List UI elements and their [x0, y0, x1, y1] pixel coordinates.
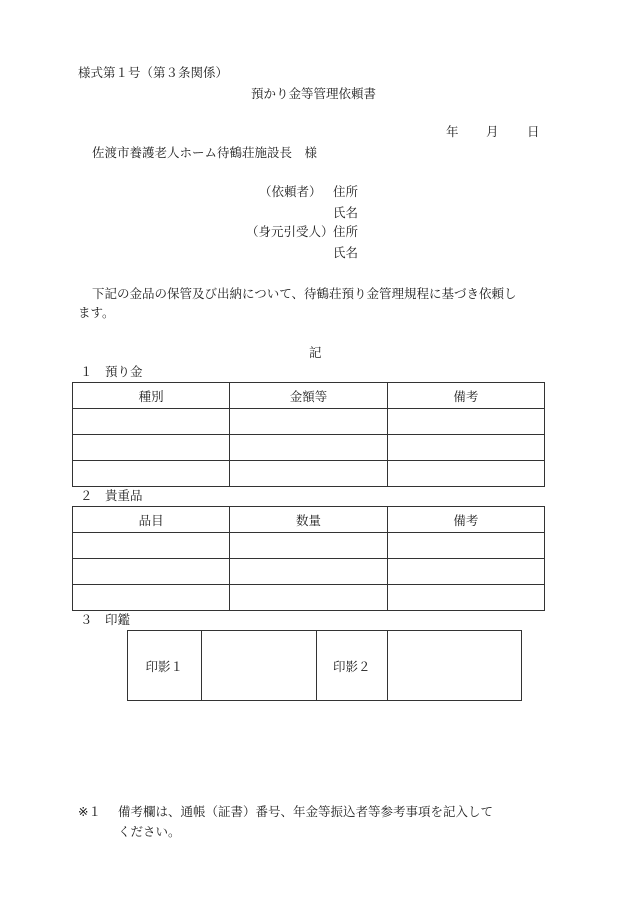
header-item: 品目 [73, 507, 230, 533]
date-month: 月 [486, 124, 499, 139]
table-cell[interactable] [230, 533, 387, 559]
valuables-table [72, 506, 545, 611]
table-cell[interactable] [387, 435, 544, 461]
table-cell[interactable] [387, 585, 544, 611]
ki-heading: 記 [309, 345, 322, 360]
table-cell[interactable] [230, 409, 387, 435]
addressee: 佐渡市養護老人ホーム待鶴荘施設長 様 [92, 145, 318, 160]
table-cell[interactable] [387, 533, 544, 559]
guarantor-name-label: 氏名 [333, 245, 359, 260]
table-row [73, 461, 545, 487]
table-cell[interactable] [230, 435, 387, 461]
header-remarks: 備考 [387, 507, 544, 533]
header-type: 種別 [73, 383, 230, 409]
requester-address-label: 住所 [333, 184, 359, 199]
header-quantity: 数量 [230, 507, 387, 533]
header-remarks: 備考 [387, 383, 544, 409]
seal-impression-box-2[interactable] [388, 631, 522, 701]
requester-label: （依頼者） [259, 184, 322, 199]
header-amount: 金額等 [230, 383, 387, 409]
guarantor-label: （身元引受人） [246, 224, 334, 239]
date-year: 年 [446, 124, 459, 139]
table-cell[interactable] [230, 461, 387, 487]
table-row [73, 409, 545, 435]
section-valuables-heading: ２ 貴重品 [80, 488, 143, 503]
guarantor-address-label: 住所 [333, 224, 359, 239]
seal-label-1: 印影１ [128, 631, 202, 701]
table-row [73, 435, 545, 461]
date-day: 日 [527, 124, 540, 139]
table-cell[interactable] [73, 461, 230, 487]
section-deposit-heading: １ 預り金 [80, 364, 143, 379]
seal-table [127, 630, 522, 701]
table-row [73, 559, 545, 585]
table-cell[interactable] [73, 435, 230, 461]
table-cell[interactable] [387, 461, 544, 487]
requester-name-label: 氏名 [333, 205, 359, 220]
document-title: 預かり金等管理依頼書 [251, 86, 377, 101]
table-cell[interactable] [230, 559, 387, 585]
table-row [73, 585, 545, 611]
body-text-line2: ます。 [78, 305, 115, 320]
table-header-row [73, 383, 545, 409]
table-cell[interactable] [73, 559, 230, 585]
seal-label-2: 印影２ [316, 631, 388, 701]
table-cell[interactable] [387, 559, 544, 585]
table-cell[interactable] [73, 533, 230, 559]
table-row [128, 631, 522, 701]
note-line1: 備考欄は、通帳（証書）番号、年金等振込者等参考事項を記入して [118, 804, 494, 819]
deposit-table [72, 382, 545, 487]
table-header-row [73, 507, 545, 533]
note-line2: ください。 [118, 824, 181, 839]
section-seal-heading: ３ 印鑑 [80, 612, 131, 627]
table-cell[interactable] [230, 585, 387, 611]
table-cell[interactable] [73, 409, 230, 435]
table-row [73, 533, 545, 559]
form-number: 様式第１号（第３条関係） [78, 65, 229, 80]
table-cell[interactable] [387, 409, 544, 435]
note-mark: ※１ [78, 804, 101, 819]
table-cell[interactable] [73, 585, 230, 611]
body-text-line1: 下記の金品の保管及び出納について、待鶴荘預り金管理規程に基づき依頼し [92, 286, 517, 301]
seal-impression-box-1[interactable] [201, 631, 316, 701]
